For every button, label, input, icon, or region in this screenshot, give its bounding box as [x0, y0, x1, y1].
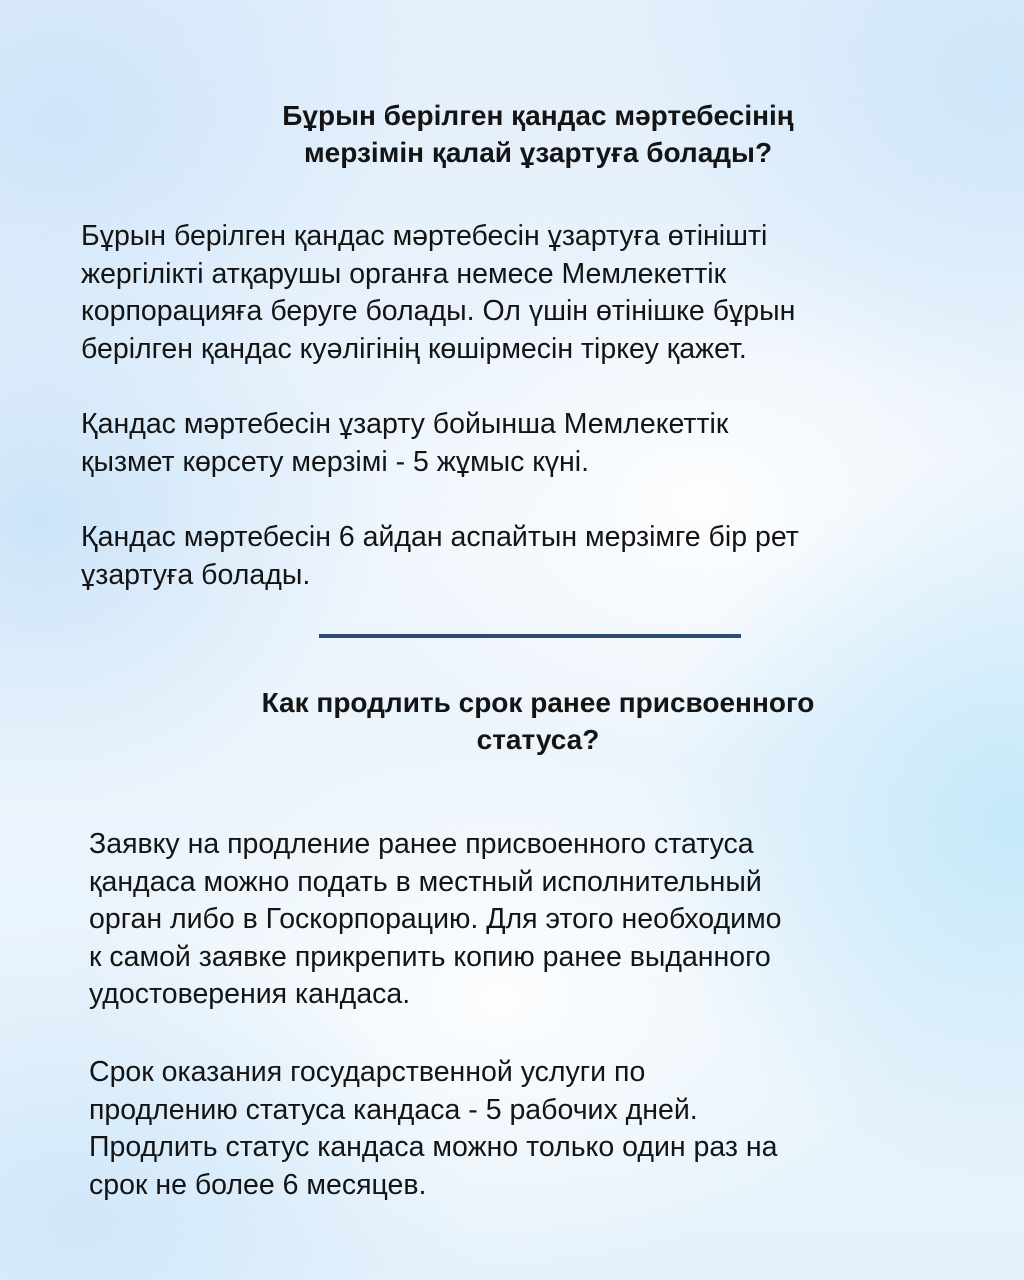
text-line: қандаса можно подать в местный исполнительный — [89, 865, 762, 898]
kazakh-paragraph-extension-limit — [81, 519, 799, 594]
kazakh-paragraph-application — [81, 218, 795, 368]
text-line: удостоверения кандаса. — [89, 978, 411, 1010]
text-line: Продлить статус кандаса можно только один раз на — [89, 1131, 778, 1163]
russian-paragraph-service-term — [89, 1054, 778, 1204]
text-line: жергілікті атқарушы органға немесе Мемлекеттік — [81, 257, 727, 290]
text-line: берілген қандас куәлігінің көшірмесін тіркеу қажет. — [81, 332, 747, 365]
russian-paragraph-application — [89, 826, 782, 1014]
text-line: Заявку на продление ранее присвоенного статуса — [89, 828, 754, 860]
kazakh-paragraph-service-term — [81, 406, 728, 481]
text-line: продлению статуса кандаса - 5 рабочих дней. — [89, 1093, 698, 1126]
title-line: Бұрын берілген қандас мәртебесінің — [282, 100, 794, 131]
text-line: Срок оказания государственной услуги по — [89, 1056, 646, 1088]
text-line: срок не более 6 месяцев. — [89, 1168, 427, 1201]
text-line: Қандас мәртебесін 6 айдан аспайтын мерзімге бір рет — [81, 521, 799, 553]
section-divider — [319, 634, 741, 638]
text-line: Бұрын берілген қандас мәртебесін ұзартуға өтінішті — [81, 220, 768, 252]
text-line: Қандас мәртебесін ұзарту бойынша Мемлекеттік — [81, 408, 729, 440]
russian-section-title — [26, 684, 1024, 758]
title-line: мерзімін қалай ұзартуға болады? — [303, 137, 773, 168]
text-line: ұзартуға болады. — [81, 558, 311, 591]
title-line: статуса? — [476, 724, 600, 755]
text-line: к самой заявке прикрепить копию ранее выданного — [89, 940, 771, 973]
text-line: орган либо в Госкорпорацию. Для этого необходимо — [89, 903, 782, 935]
text-line: қызмет көрсету мерзімі - 5 жұмыс күні. — [81, 445, 590, 478]
title-line: Как продлить срок ранее присвоенного — [261, 687, 815, 718]
text-line: корпорацияға беруге болады. Ол үшін өтінішке бұрын — [81, 295, 796, 327]
kazakh-section-title — [26, 97, 1024, 171]
